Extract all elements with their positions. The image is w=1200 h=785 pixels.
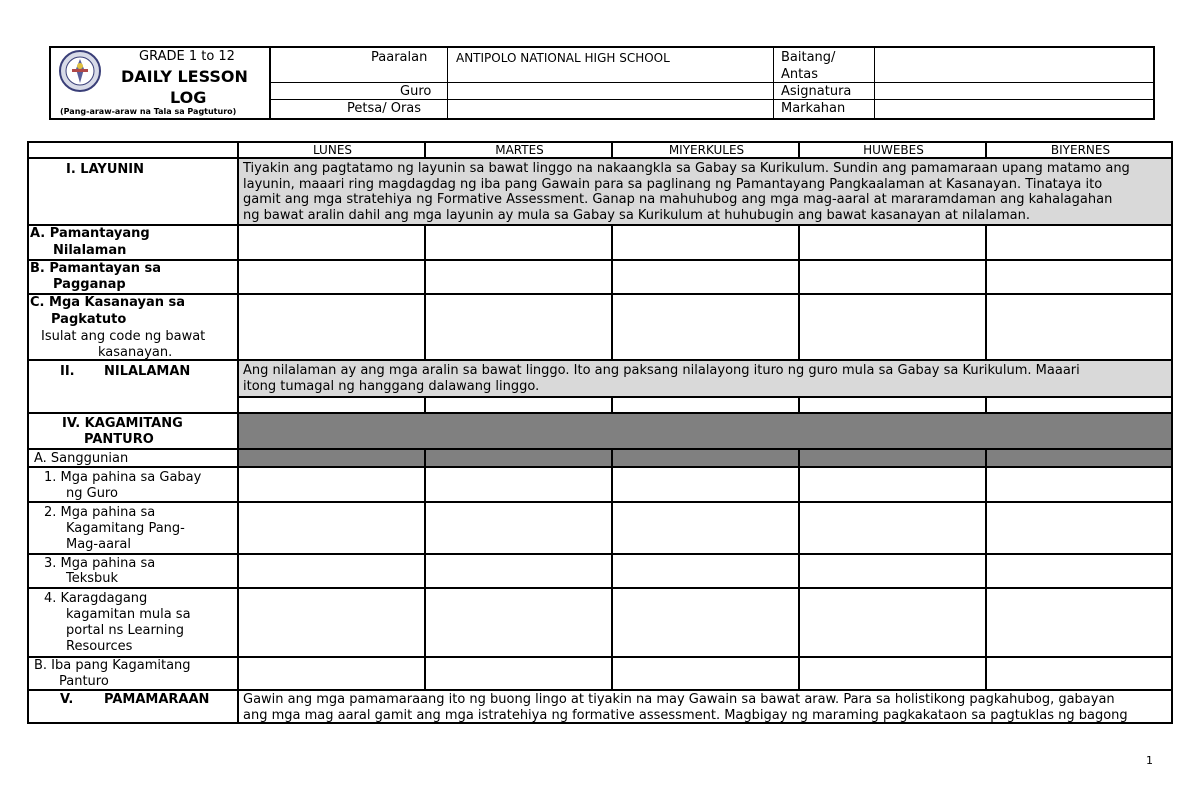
row-label-pamantayan-pagganap-2: Pagganap xyxy=(53,277,126,292)
column-divider xyxy=(985,448,987,691)
deped-seal-logo xyxy=(58,49,102,93)
row-label-karagdagang-kagamitan-2: kagamitan mula sa xyxy=(66,607,191,622)
row-divider xyxy=(27,359,1173,361)
row-divider xyxy=(27,259,1173,261)
row-divider xyxy=(27,501,1173,503)
title-subtitle: (Pang-araw-araw na Tala sa Pagtuturo) xyxy=(60,107,237,116)
column-divider xyxy=(611,396,613,414)
header-divider xyxy=(271,99,1155,100)
row-label-iba-pang-kagamitan-2: Panturo xyxy=(59,674,109,689)
row-label-pamantayang-nilalaman: A. Pamantayang xyxy=(30,226,150,241)
column-divider xyxy=(424,224,426,361)
day-header-tuesday: MARTES xyxy=(495,143,544,157)
sanggunian-shaded-cell xyxy=(238,450,1171,466)
quarter-label: Markahan xyxy=(781,101,846,116)
row-divider xyxy=(238,396,1173,398)
layunin-line: layunin, maaari ring magdagdag ng iba pang Gawain para sa paglinang ng Pamantayang Pangkaalaman at Kasanayan. Tinataya ito xyxy=(243,176,1103,192)
nilalaman-line: Ang nilalaman ay ang mga aralin sa bawat linggo. Ito ang paksang nilalayong ituro ng guro mula sa Gabay sa Kurikulum. Maaari xyxy=(243,363,1080,378)
section-pamamaraan-number: V. xyxy=(60,692,74,707)
column-divider xyxy=(798,224,800,361)
row-label-gabay-guro-2: ng Guro xyxy=(66,486,118,501)
nilalaman-instruction-text xyxy=(243,363,1169,394)
row-divider xyxy=(27,656,1173,658)
kagamitan-shaded-cell xyxy=(238,414,1171,448)
grade-level-label: Baitang/ xyxy=(781,50,836,65)
row-label-karagdagang-kagamitan-4: Resources xyxy=(66,639,133,654)
row-divider xyxy=(27,224,1173,226)
row-divider xyxy=(27,587,1173,589)
row-label-pamantayang-nilalaman-2: Nilalaman xyxy=(53,243,127,258)
row-label-kasanayan-2: Pagkatuto xyxy=(51,312,127,327)
subject-label: Asignatura xyxy=(781,84,852,99)
row-divider xyxy=(27,689,1173,691)
column-divider xyxy=(985,224,987,361)
grade-range: GRADE 1 to 12 xyxy=(139,49,235,64)
title-line-1: DAILY LESSON xyxy=(121,67,248,86)
column-divider xyxy=(424,448,426,691)
grade-level-label-2: Antas xyxy=(781,67,818,82)
column-divider xyxy=(611,448,613,691)
row-divider xyxy=(27,412,1173,414)
layunin-line: ng bawat aralin dahil ang mga layunin ay mula sa Gabay sa Kurikulum at huhubugin ang bawat kasanayan at nilalaman. xyxy=(243,207,1030,223)
row-divider xyxy=(27,553,1173,555)
day-header-wednesday: MIYERKULES xyxy=(668,143,745,157)
row-label-teksbuk: 3. Mga pahina sa xyxy=(44,556,156,571)
header-divider xyxy=(874,46,875,120)
pamamaraan-instruction-text xyxy=(243,692,1169,723)
row-label-karagdagang-kagamitan: 4. Karagdagang xyxy=(44,591,148,606)
row-divider xyxy=(27,157,1173,159)
row-label-kagamitang-mag-aaral-3: Mag-aaral xyxy=(66,537,131,552)
row-label-pamantayan-pagganap: B. Pamantayan sa xyxy=(30,261,162,276)
pamamaraan-line: ang mga mag aaral gamit ang mga istratehiya ng formative assessment. Magbigay ng maraming pagkakataon sa pagtuklas ng bagong xyxy=(243,707,1128,723)
column-divider xyxy=(798,448,800,691)
layunin-instruction-text xyxy=(243,161,1169,223)
section-layunin-label: I. LAYUNIN xyxy=(66,162,144,177)
row-label-kasanayan: C. Mga Kasanayan sa xyxy=(30,295,186,310)
nilalaman-line: itong tumagal ng hanggang dalawang linggo. xyxy=(243,378,540,394)
column-divider xyxy=(424,396,426,414)
date-label: Petsa/ Oras xyxy=(347,101,422,116)
row-label-gabay-guro: 1. Mga pahina sa Gabay xyxy=(44,470,202,485)
section-kagamitan-label-2: PANTURO xyxy=(84,432,154,447)
row-label-karagdagang-kagamitan-3: portal ns Learning xyxy=(66,623,184,638)
row-divider xyxy=(27,448,1173,450)
row-label-kasanayan-note: Isulat ang code ng bawat xyxy=(41,329,206,344)
row-label-sanggunian: A. Sanggunian xyxy=(34,451,129,466)
column-divider xyxy=(237,141,239,724)
teacher-label: Guro xyxy=(400,84,432,99)
title-line-2: LOG xyxy=(170,88,207,107)
section-nilalaman-number: II. xyxy=(60,364,75,379)
row-label-teksbuk-2: Teksbuk xyxy=(66,571,119,586)
school-label: Paaralan xyxy=(371,50,428,65)
row-label-kasanayan-note-2: kasanayan. xyxy=(98,345,173,360)
day-header-thursday: HUWEBES xyxy=(863,143,924,157)
day-header-monday: LUNES xyxy=(312,143,353,157)
page-number: 1 xyxy=(1146,754,1153,767)
section-kagamitan-label: IV. KAGAMITANG xyxy=(62,416,183,431)
day-header-friday: BIYERNES xyxy=(1050,143,1111,157)
column-divider xyxy=(798,396,800,414)
section-nilalaman-label: NILALAMAN xyxy=(104,364,191,379)
section-pamamaraan-label: PAMAMARAAN xyxy=(104,692,210,707)
layunin-line: gamit ang mga stratehiya ng Formative Assessment. Ganap na mahuhubog ang mga mag-aaral at mararamdaman ang kahalagahan xyxy=(243,192,1113,207)
row-label-iba-pang-kagamitan: B. Iba pang Kagamitang xyxy=(34,658,191,673)
row-label-kagamitang-mag-aaral: 2. Mga pahina sa xyxy=(44,505,156,520)
pamamaraan-line: Gawin ang mga pamamaraang ito ng buong lingo at tiyakin na may Gawain sa bawat araw. Para sa holistikong pagkahubog, gabayan xyxy=(243,692,1115,707)
header-divider xyxy=(447,46,448,120)
header-divider xyxy=(271,82,1155,83)
row-divider xyxy=(27,293,1173,295)
column-divider xyxy=(985,396,987,414)
row-label-kagamitang-mag-aaral-2: Kagamitang Pang- xyxy=(66,521,185,536)
layunin-line: Tiyakin ang pagtatamo ng layunin sa bawat linggo na nakaangkla sa Gabay sa Kurikulum. Sundin ang pamamaraan upang matamo ang xyxy=(243,161,1130,176)
row-divider xyxy=(27,466,1173,468)
school-value: ANTIPOLO NATIONAL HIGH SCHOOL xyxy=(456,51,670,65)
column-divider xyxy=(611,224,613,361)
header-divider xyxy=(773,46,774,120)
